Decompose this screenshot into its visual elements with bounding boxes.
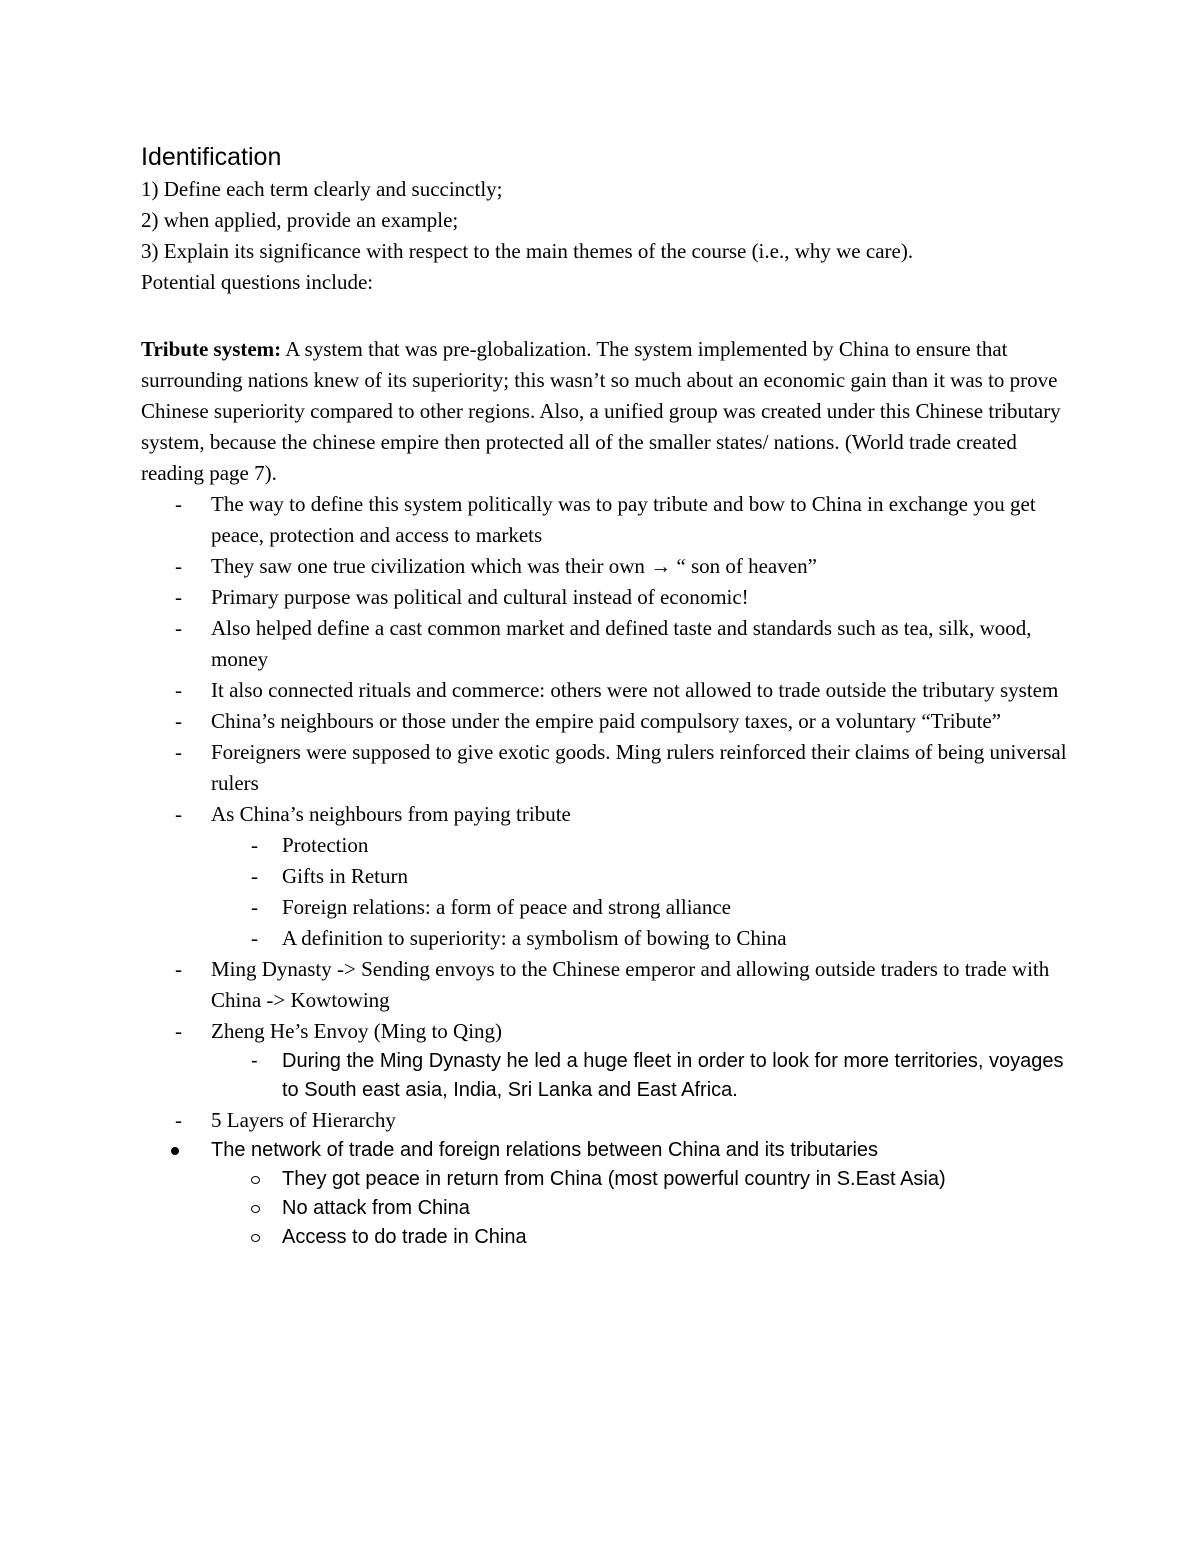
section-heading: Identification (141, 143, 282, 171)
ming-list (141, 954, 1071, 1047)
list-item-text: The network of trade and foreign relations between China and its tributaries (211, 1139, 879, 1161)
list-item (141, 830, 1071, 861)
list-item (141, 1016, 1071, 1047)
list-item (141, 923, 1071, 954)
instruction-line: 3) Explain its significance with respect to the main themes of the course (i.e., why we care). (141, 239, 914, 263)
bullet-circle-icon (251, 1176, 260, 1184)
list-item (141, 1136, 1071, 1165)
list-item-text: Foreigners were supposed to give exotic goods. Ming rulers reinforced their claims of being universal rulers (211, 740, 1067, 795)
spacer (141, 298, 1071, 334)
instruction-line: Potential questions include: (141, 270, 374, 294)
dash-marker: - (175, 709, 182, 733)
layers-list (141, 1105, 1071, 1136)
list-item (141, 613, 1071, 675)
points-list (141, 489, 1071, 830)
instructions (141, 174, 1071, 298)
dash-marker: - (175, 554, 182, 578)
list-item-text: The way to define this system politically was to pay tribute and bow to China in exchange you get peace, protection and access to markets (211, 492, 1036, 547)
term-definition: A system that was pre-globalization. The system implemented by China to ensure that surrounding nations knew of its superiority; this wasn’t so much about an economic gain than it was to prove Chinese superiority compared to other regions. Also, a unified group was created under this Chinese tributary system, because the chinese empire then protected all of the smaller states/ nations. (World trade created reading page 7). (141, 337, 1061, 485)
dash-marker: - (251, 864, 258, 888)
list-item-text: Access to do trade in China (282, 1226, 527, 1248)
list-item-text: Also helped define a cast common market and defined taste and standards such as tea, silk, wood, money (211, 616, 1032, 671)
tribute-benefits-list (141, 830, 1071, 954)
dash-marker: - (251, 926, 258, 950)
dash-marker: - (175, 616, 182, 640)
list-item (141, 551, 1071, 582)
dash-marker: - (175, 957, 182, 981)
list-item-text: Protection (282, 833, 369, 857)
dash-marker: - (251, 833, 258, 857)
list-item (141, 489, 1071, 551)
list-item (141, 1223, 1071, 1252)
list-item-text: Foreign relations: a form of peace and strong alliance (282, 895, 731, 919)
list-item (141, 1105, 1071, 1136)
list-item-text: China’s neighbours or those under the empire paid compulsory taxes, or a voluntary “Tribute” (211, 709, 1002, 733)
bullet-circle-icon (251, 1205, 260, 1213)
list-item-text: Gifts in Return (282, 864, 408, 888)
zheng-sub-list (141, 1047, 1071, 1105)
dash-marker: - (175, 802, 182, 826)
list-item-text: Primary purpose was political and cultural instead of economic! (211, 585, 749, 609)
list-item-text: As China’s neighbours from paying tribute (211, 802, 571, 826)
list-item (141, 582, 1071, 613)
document-page (141, 140, 1071, 1252)
list-item-text: They got peace in return from China (most powerful country in S.East Asia) (282, 1168, 946, 1190)
list-item (141, 706, 1071, 737)
bullet-dot-icon (171, 1147, 179, 1155)
list-item-text: During the Ming Dynasty he led a huge fleet in order to look for more territories, voyages to South east asia, India, Sri Lanka and East Africa. (282, 1050, 1064, 1101)
list-item (141, 675, 1071, 706)
instruction-line: 2) when applied, provide an example; (141, 208, 459, 232)
list-item-text: A definition to superiority: a symbolism of bowing to China (282, 926, 787, 950)
dash-marker: - (175, 585, 182, 609)
bullet-circle-icon (251, 1234, 260, 1242)
list-item (141, 954, 1071, 1016)
list-item-text: Ming Dynasty -> Sending envoys to the Chinese emperor and allowing outside traders to trade with China -> Kowtowing (211, 957, 1050, 1012)
list-item (141, 892, 1071, 923)
instruction-line: 1) Define each term clearly and succinctly; (141, 177, 503, 201)
dash-marker: - (175, 740, 182, 764)
dash-marker: - (175, 492, 182, 516)
list-item (141, 799, 1071, 830)
list-item (141, 1194, 1071, 1223)
list-item-text: No attack from China (282, 1197, 470, 1219)
dash-marker: - (251, 895, 258, 919)
dash-marker: - (175, 1108, 182, 1132)
dash-marker: - (175, 1019, 182, 1043)
term-paragraph (141, 334, 1071, 489)
network-list (141, 1136, 1071, 1165)
list-item (141, 1165, 1071, 1194)
list-item-text: It also connected rituals and commerce: others were not allowed to trade outside the tributary system (211, 678, 1059, 702)
dash-marker: - (175, 678, 182, 702)
dash-marker: - (251, 1050, 258, 1072)
list-item (141, 861, 1071, 892)
list-item (141, 1047, 1071, 1105)
list-item-text: 5 Layers of Hierarchy (211, 1108, 396, 1132)
list-item-text: Zheng He’s Envoy (Ming to Qing) (211, 1019, 503, 1043)
list-item-text: They saw one true civilization which was their own → “ son of heaven” (211, 554, 817, 578)
list-item (141, 737, 1071, 799)
term-label: Tribute system: (141, 337, 282, 361)
network-sub-list (141, 1165, 1071, 1252)
